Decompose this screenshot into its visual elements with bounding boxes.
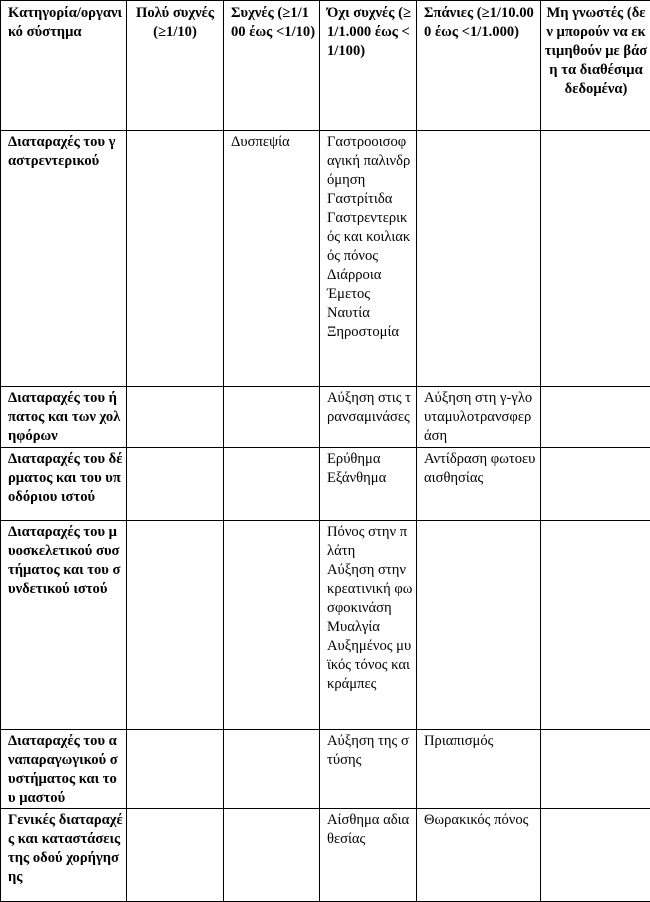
reaction-item: Αύξηση στη γ-γλουταμυλοτρανσφεράση (424, 390, 533, 444)
reaction-item: Αυξημένος μυϊκός τόνος και κράμπες (327, 638, 412, 692)
reaction-item: Γαστρίτιδα (327, 191, 393, 207)
header-rare: Σπάνιες (≥1/10.000 έως <1/1.000) (417, 1, 541, 131)
cell-very-common (127, 448, 224, 521)
cell-uncommon (320, 387, 417, 448)
reaction-item: Αύξηση της στύσης (327, 733, 409, 768)
cell-not-known (541, 730, 650, 809)
row-category: Διαταραχές του αναπαραγωγικού συστήματος και του μαστού (1, 730, 127, 809)
cell-rare (417, 521, 541, 730)
reaction-item: Πόνος στην πλάτη (327, 524, 408, 559)
reaction-item: Ναυτία (327, 305, 370, 321)
reaction-item: Αντίδραση φωτοευαισθησίας (424, 451, 536, 486)
cell-common (224, 521, 320, 730)
cell-not-known (541, 521, 650, 730)
row-category: Γενικές διαταραχές και καταστάσεις της οδού χορήγησης (1, 809, 127, 902)
cell-rare (417, 730, 541, 809)
cell-common (224, 387, 320, 448)
table-row (1, 131, 650, 387)
table-row (1, 387, 650, 448)
cell-rare (417, 809, 541, 902)
cell-very-common (127, 809, 224, 902)
reaction-item: Εξάνθημα (327, 470, 387, 486)
reaction-item: Πριαπισμός (424, 733, 494, 749)
reaction-item: Ξηροστομία (327, 324, 400, 340)
cell-very-common (127, 387, 224, 448)
reaction-item: Αύξηση στην κρεατινική φωσφοκινάση (327, 562, 413, 616)
cell-not-known (541, 131, 650, 387)
cell-rare (417, 448, 541, 521)
row-category: Διαταραχές του γαστρεντερικού (1, 131, 127, 387)
reaction-item: Ερύθημα (327, 451, 381, 467)
cell-uncommon (320, 131, 417, 387)
reaction-item: Αύξηση στις τρανσαμινάσες (327, 390, 411, 425)
header-category: Κατηγορία/οργανικό σύστημα (1, 1, 127, 131)
table-row (1, 448, 650, 521)
cell-common (224, 809, 320, 902)
cell-common (224, 730, 320, 809)
header-row (1, 1, 650, 131)
reaction-item: Θωρακικός πόνος (424, 812, 529, 828)
cell-not-known (541, 387, 650, 448)
table-row (1, 521, 650, 730)
header-very-common: Πολύ συχνές (≥1/10) (127, 1, 224, 131)
header-uncommon: Όχι συχνές (≥1/1.000 έως <1/100) (320, 1, 417, 131)
cell-common (224, 448, 320, 521)
cell-very-common (127, 730, 224, 809)
cell-rare (417, 131, 541, 387)
header-common: Συχνές (≥1/100 έως <1/10) (224, 1, 320, 131)
cell-not-known (541, 809, 650, 902)
cell-uncommon (320, 730, 417, 809)
cell-very-common (127, 131, 224, 387)
reaction-item: Μυαλγία (327, 619, 380, 635)
row-category: Διαταραχές του δέρματος και του υποδόριου ιστού (1, 448, 127, 521)
reaction-item: Αίσθημα αδιαθεσίας (327, 812, 410, 847)
reaction-item: Γαστρεντερικός και κοιλιακός πόνος (327, 210, 411, 264)
cell-uncommon (320, 448, 417, 521)
table-row (1, 730, 650, 809)
reaction-item: Έμετος (327, 286, 371, 302)
reaction-item: Γαστροοισοφαγική παλινδρόμηση (327, 134, 411, 188)
header-not-known: Μη γνωστές (δεν μπορούν να εκτιμηθούν με βάση τα διαθέσιμα δεδομένα) (541, 1, 650, 131)
table-row (1, 809, 650, 902)
cell-uncommon (320, 809, 417, 902)
cell-very-common (127, 521, 224, 730)
cell-rare (417, 387, 541, 448)
row-category: Διαταραχές του ήπατος και των χοληφόρων (1, 387, 127, 448)
cell-not-known (541, 448, 650, 521)
reaction-item: Διάρροια (327, 267, 382, 283)
cell-uncommon (320, 521, 417, 730)
row-category: Διαταραχές του μυοσκελετικού συστήματος και του συνδετικού ιστού (1, 521, 127, 730)
cell-common: Δυσπεψία (224, 131, 320, 387)
